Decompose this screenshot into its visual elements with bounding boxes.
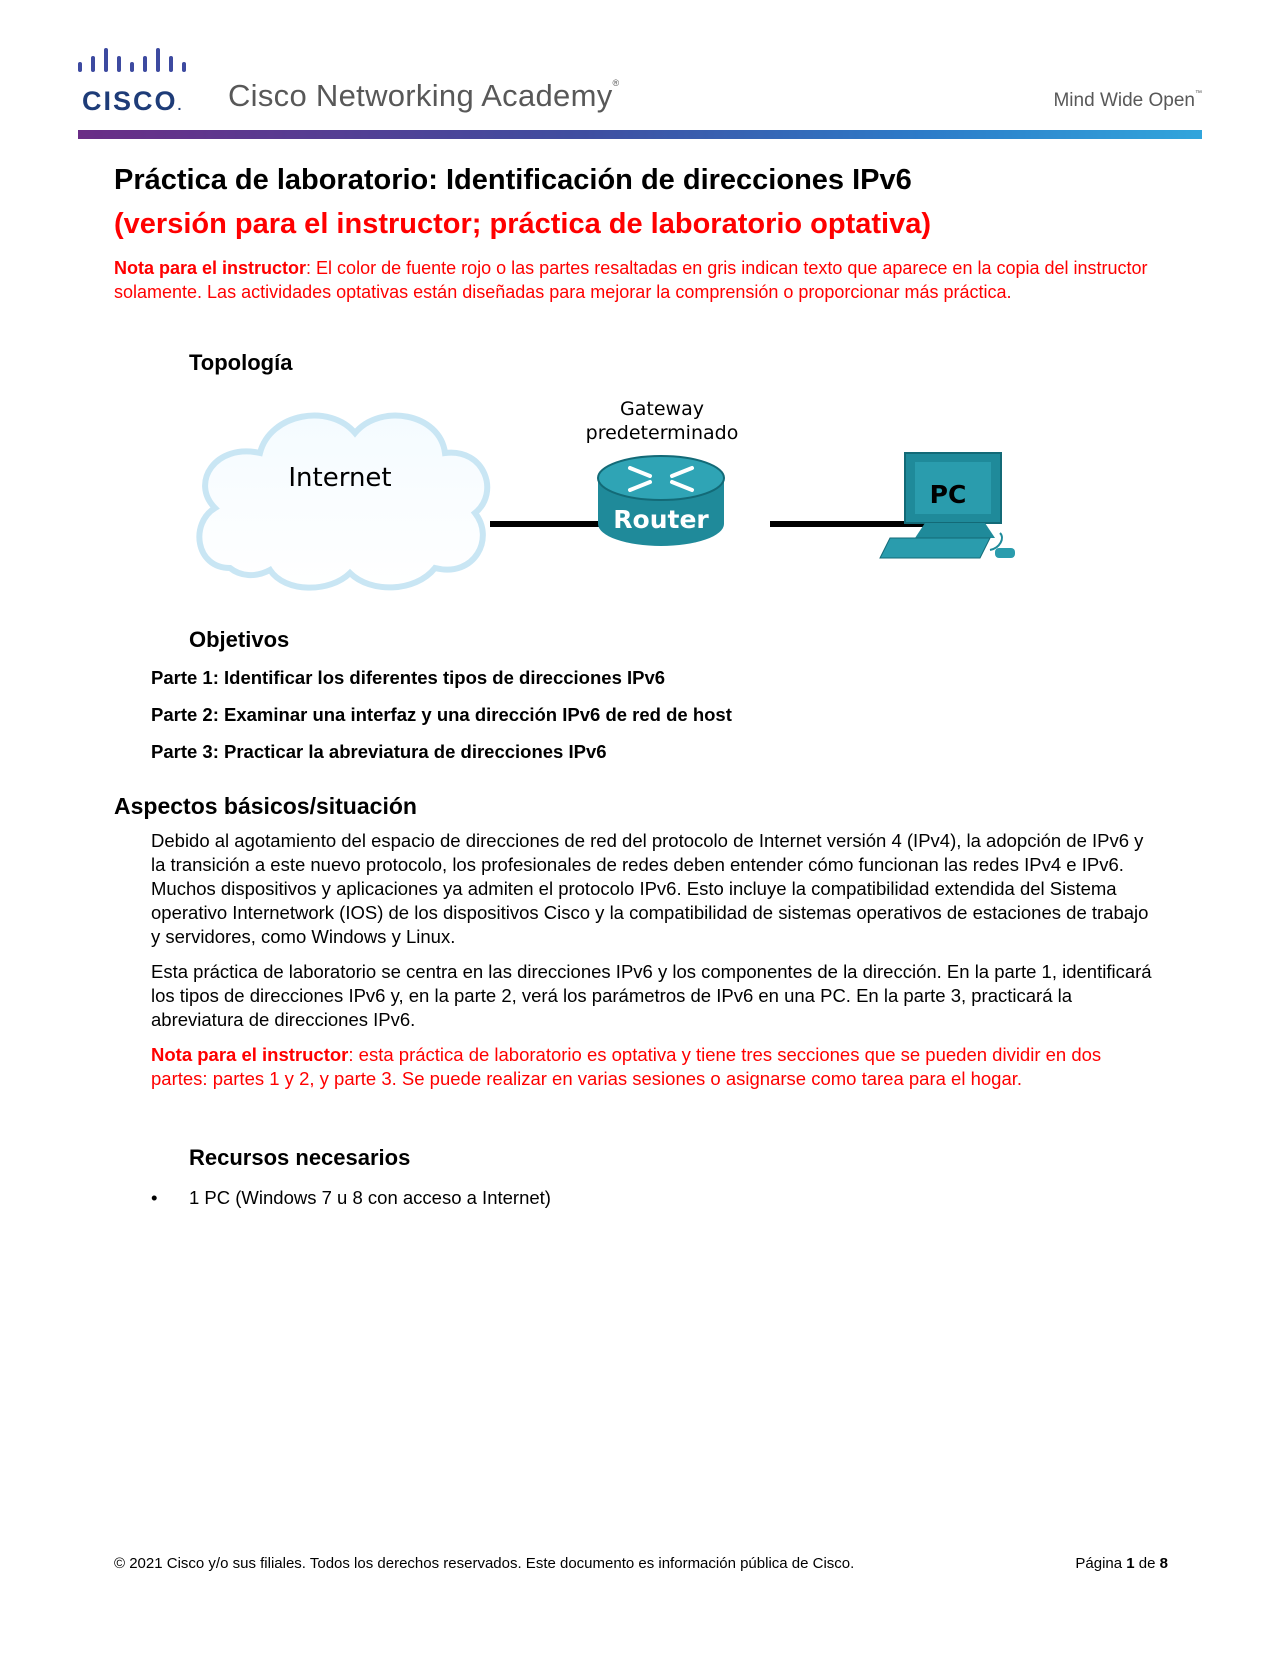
instructor-note-2-text: : esta práctica de laboratorio es optativa y tiene tres secciones que se pueden dividir en dos partes: partes 1 y 2, y parte 3. Se puede realizar en varias sesiones o asignarse como tarea para el hogar. bbox=[151, 1044, 1102, 1089]
cisco-logo bbox=[78, 48, 198, 116]
page-title: Práctica de laboratorio: Identificación de direcciones IPv6 bbox=[114, 164, 912, 196]
gateway-label-1: Gateway bbox=[620, 398, 704, 420]
internet-cloud-icon bbox=[199, 416, 487, 588]
background-paragraph: Debido al agotamiento del espacio de direcciones de red del protocolo de Internet versión 4 (IPv4), la adopción de IPv6 y la transición a este nuevo protocolo, los profesionales de redes deben entender cómo funcionan las redes IPv4 e IPv6. Muchos dispositivos y aplicaciones ya admiten el protocolo IPv6. Esto incluye la compatibilidad extendida del Sistema operativo Internetwork (IOS) de los dispositivos Cisco y la compatibilidad de sistemas operativos de estaciones de trabajo y servidores, como Windows y Linux. bbox=[151, 830, 1149, 947]
cisco-wordmark: CISCO. bbox=[82, 86, 182, 116]
topology-diagram bbox=[190, 398, 1090, 608]
academy-title: Cisco Networking Academy® bbox=[228, 78, 620, 113]
bullet-icon: • bbox=[151, 1187, 158, 1208]
instructor-note-label: Nota para el instructor bbox=[114, 258, 307, 278]
resources-heading: Recursos necesarios bbox=[189, 1145, 411, 1170]
background-heading: Aspectos básicos/situación bbox=[114, 793, 417, 819]
objectives-heading: Objetivos bbox=[189, 627, 290, 652]
page-subtitle: (versión para el instructor; práctica de laboratorio optativa) bbox=[114, 208, 932, 240]
objectives-list bbox=[151, 666, 732, 777]
resources-list bbox=[151, 1186, 551, 1210]
pc-label: PC bbox=[929, 480, 967, 509]
page-number: Página 1 de 8 bbox=[1075, 1555, 1168, 1572]
instructor-note bbox=[114, 256, 1174, 304]
tagline: Mind Wide Open™ bbox=[1053, 90, 1202, 111]
instructor-note-2-label: Nota para el instructor bbox=[151, 1044, 349, 1065]
background-paragraph: Esta práctica de laboratorio se centra en las direcciones IPv6 y los componentes de la dirección. En la parte 1, identificará los tipos de direcciones IPv6 y, en la parte 2, verá los parámetros de IPv6 en una PC. En la parte 3, practicará la abreviatura de direcciones IPv6. bbox=[151, 961, 1152, 1030]
topology-heading: Topología bbox=[189, 350, 293, 375]
objective-item: Parte 1: Identificar los diferentes tipos de direcciones IPv6 bbox=[151, 667, 666, 688]
footer-copyright: © 2021 Cisco y/o sus filiales. Todos los derechos reservados. Este documento es información pública de Cisco. bbox=[114, 1555, 855, 1572]
objective-item: Parte 2: Examinar una interfaz y una dirección IPv6 de red de host bbox=[151, 704, 732, 725]
cloud-label: Internet bbox=[288, 463, 392, 493]
resource-item: • 1 PC (Windows 7 u 8 con acceso a Internet) bbox=[151, 1187, 551, 1208]
background-section bbox=[151, 829, 1161, 1102]
page-header bbox=[0, 0, 1280, 145]
header-divider bbox=[78, 130, 1202, 139]
title-block bbox=[114, 158, 1174, 304]
cisco-bars-icon bbox=[78, 48, 188, 78]
objective-item: Parte 3: Practicar la abreviatura de direcciones IPv6 bbox=[151, 741, 607, 762]
router-label: Router bbox=[613, 505, 709, 534]
instructor-note-text: : El color de fuente rojo o las partes resaltadas en gris indican texto que aparece en la copia del instructor solamente. Las actividades optativas están diseñadas para mejorar la comprensión o proporcionar más práctica. bbox=[114, 258, 1148, 302]
gateway-label-2: predeterminado bbox=[585, 422, 739, 444]
page-footer bbox=[114, 1555, 1168, 1572]
instructor-note-2 bbox=[151, 1043, 1161, 1091]
